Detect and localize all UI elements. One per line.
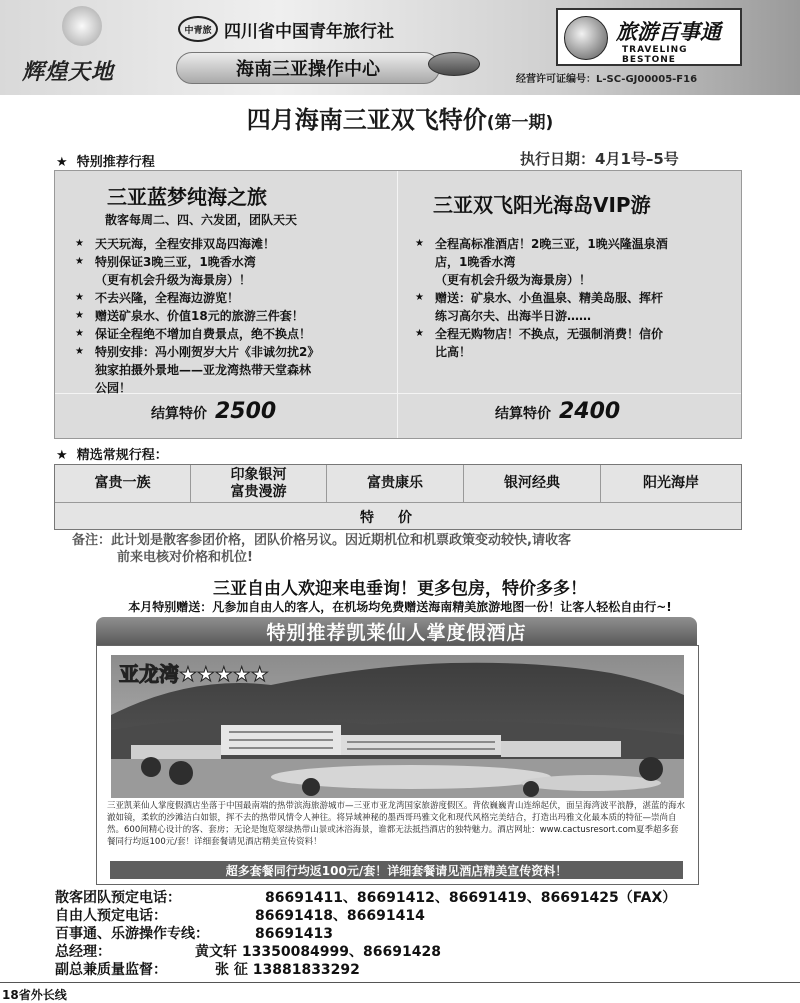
list-item: ★ 全程无购物店！不换点，无强制消费！信价: [415, 325, 733, 343]
gift-notice: 本月特别赠送：凡参加自由人的客人，在机场均免费赠送海南精美旅游地图一份！让客人轻松自由行~!: [128, 600, 672, 614]
bestone-name-cn: 旅游百事通: [616, 20, 721, 44]
list-item: ★ 特别保证3晚三亚，1晚香水湾: [75, 253, 393, 271]
list-item: ★ 天天玩海，全程安排双岛四海滩！: [75, 235, 393, 253]
agency-name: 四川省中国青年旅行社: [224, 21, 394, 42]
regular-label-text: 精选常规行程：: [76, 448, 168, 463]
list-item: ★ 保证全程绝不增加自费景点，绝不换点！: [75, 325, 393, 343]
list-item: （更有机会升级为海景房）！: [95, 273, 252, 287]
header-band: [0, 0, 800, 95]
list-item: ★ 特别安排：冯小刚贺岁大片《非诚勿扰2》: [75, 343, 393, 361]
contact-value: 黄文轩 13350084999、86691428: [195, 944, 441, 960]
tour1-price-label: 结算特价: [151, 406, 207, 422]
contact-label: 总经理：: [55, 944, 111, 960]
tour2-price: [495, 399, 620, 424]
list-item: （更有机会升级为海景房）！: [435, 273, 592, 287]
remark: [72, 532, 752, 566]
operation-center-title: 海南三亚操作中心: [176, 52, 440, 84]
featured-label-text: 特别推荐行程: [76, 155, 155, 170]
route-cell: 富贵康乐: [327, 465, 464, 502]
list-item: 练习高尔夫、出海半日游……: [435, 309, 592, 323]
list-item: ★ 全程高标准酒店！2晚三亚，1晚兴隆温泉酒: [415, 235, 733, 253]
special-price-row: 特价: [55, 502, 741, 530]
tour1-bullets: [75, 235, 393, 397]
sun-logo-icon: [62, 6, 102, 46]
list-item: 店，1晚香水湾: [435, 255, 516, 269]
contact-label: 自由人预定电话：: [55, 908, 167, 924]
remark-line-1: 备注：此计划是散客参团价格，团队价格另议。因近期机位和机票政策变动较快,请收客: [72, 533, 571, 548]
contact-value: 张 征 13881833292: [215, 962, 360, 978]
contact-value: 86691418、86691414: [255, 908, 425, 924]
mascot-icon: [564, 16, 608, 60]
remark-line-2: 前来电核对价格和机位!: [117, 550, 253, 565]
hotel-description: 三亚凯莱仙人掌度假酒店坐落于中国最南端的热带滨海旅游城市—三亚市亚龙湾国家旅游度假区。背依巍巍青山连绵起伏，面呈海湾波平浪静，湛蓝的海水澈如镜，柔软的沙滩洁白如银，挥不去的热带风情令人神往。将异域神秘的墨西哥玛雅文化和现代风格完美结合，打造出玛雅文化最本质的特征—崇尚自然。600间精心设计的客、套房；无论是饱览翠绿热带山景或沐浴海景，谁都无法抵挡酒店的独特魅力。酒店网址：www.cactusresort.com夏季超多套餐同行均返100元/套！详细套餐请见酒店精美宣传资料！: [107, 801, 686, 847]
exec-date: 执行日期：4月1号–5号: [520, 150, 679, 168]
tour2-name: 三亚双飞阳光海岛VIP游: [433, 193, 651, 217]
tour1-schedule: 散客每周二、四、六发团，团队天天: [105, 213, 298, 227]
ufo-decoration-icon: [428, 52, 480, 76]
tour2-price-label: 结算特价: [495, 406, 551, 422]
route-cell: 阳光海岸: [643, 475, 699, 491]
list-item: 公园！: [95, 381, 132, 395]
contact-row: [55, 943, 775, 961]
brand-left-logo: 辉煌天地: [22, 60, 115, 85]
regular-label: ★ 精选常规行程：: [56, 448, 168, 463]
route-cell: 富贵一族: [55, 465, 191, 502]
featured-tours-box: [54, 170, 742, 439]
list-item: ★ 赠送矿泉水、价值18元的旅游三件套！: [75, 307, 393, 325]
contact-label: 百事通、乐游操作专线：: [55, 926, 209, 942]
tour2-bullets: [415, 235, 733, 361]
contact-row: [55, 907, 775, 925]
hotel-photo-title: 亚龙湾★★★★★: [119, 662, 269, 686]
page-footer: 18省外长线: [2, 988, 67, 1002]
tour1-price-value: 2500: [215, 399, 277, 424]
title-sub: (第一期): [486, 113, 554, 133]
contact-value: 86691411、86691412、86691419、86691425（FAX）: [265, 890, 677, 906]
route-cell: 银河经典: [464, 465, 601, 502]
contact-label: 副总兼质量监督：: [55, 962, 167, 978]
license-number: 经营许可证编号：L-SC-GJ00005-F16: [516, 74, 698, 85]
column-divider: [397, 171, 398, 438]
list-item: 独家拍摄外景地——亚龙湾热带天堂森林: [95, 363, 312, 377]
footer-divider: [0, 982, 800, 983]
tour2-price-value: 2400: [559, 399, 621, 424]
route-cell: 印象银河 富贵漫游: [191, 465, 327, 502]
tour1-name: 三亚蓝梦纯海之旅: [107, 185, 267, 209]
page-title: [0, 100, 800, 135]
agency-emblem-icon: 中青旅: [178, 16, 218, 42]
agency-title: [178, 16, 394, 42]
contact-row: [55, 889, 775, 907]
hotel-promo-banner: 超多套餐同行均返100元/套！详细套餐请见酒店精美宣传资料！: [110, 861, 683, 879]
tour1-price: [151, 399, 276, 424]
welcome-slogan: 三亚自由人欢迎来电垂询！更多包房，特价多多！: [213, 579, 587, 599]
list-item: 比高！: [435, 345, 472, 359]
list-item: ★ 不去兴隆，全程海边游览！: [75, 289, 393, 307]
contact-label: 散客团队预定电话：: [55, 890, 181, 906]
list-item: ★ 赠送：矿泉水、小鱼温泉、精美岛服、挥杆: [415, 289, 733, 307]
contact-row: [55, 925, 775, 943]
regular-routes-table: [54, 464, 742, 530]
title-main: 四月海南三亚双飞特价: [246, 106, 487, 134]
contact-block: [55, 889, 775, 979]
bestone-name-en: TRAVELING BESTONE: [622, 45, 688, 65]
contact-value: 86691413: [255, 926, 333, 942]
featured-label: ★ 特别推荐行程: [56, 155, 155, 170]
hotel-heading: 特别推荐凯莱仙人掌度假酒店: [96, 617, 697, 645]
contact-row: [55, 961, 775, 979]
bestone-logo: [556, 8, 742, 66]
